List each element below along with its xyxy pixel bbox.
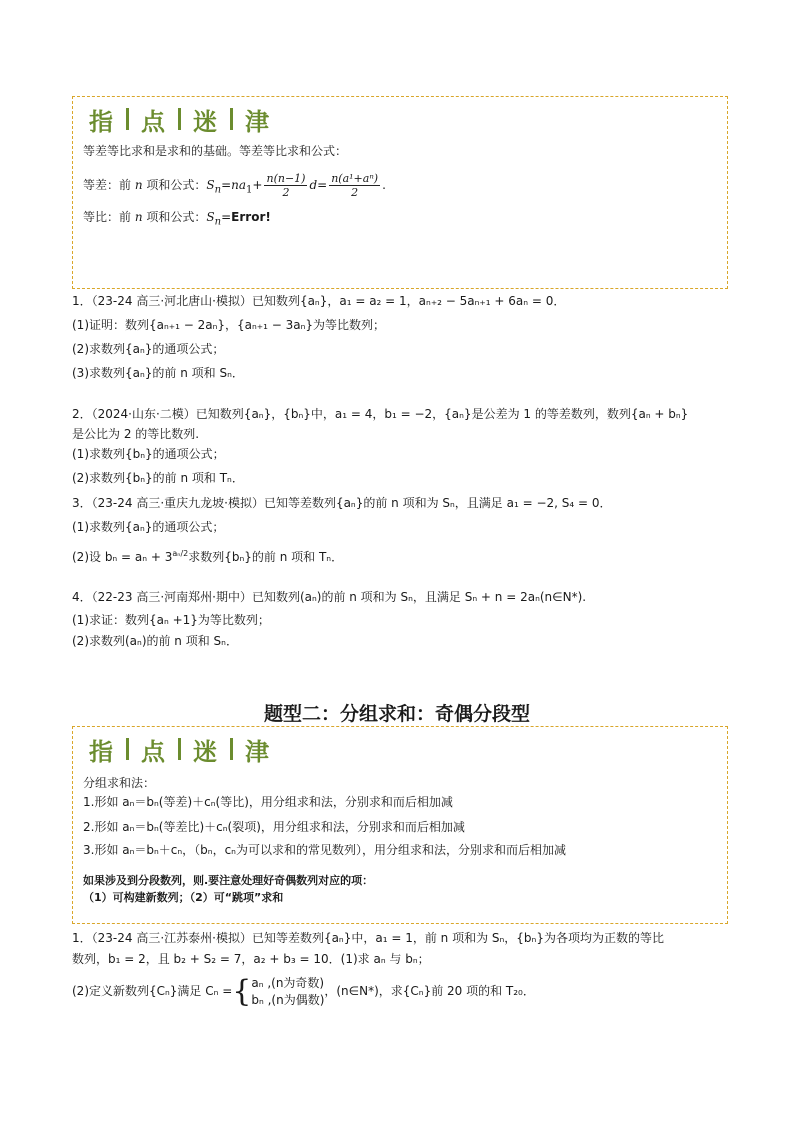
tip-char: 指 xyxy=(89,107,114,136)
tip2-rule-3: 3.形如 aₙ＝bₙ＋cₙ，（bₙ，cₙ为可以求和的常见数列），用分组求和法，分别求和而后相加减 xyxy=(83,843,566,857)
problem-1-part1: (1)证明：数列{aₙ₊₁ − 2aₙ}，{aₙ₊₁ − 3aₙ}为等比数列； xyxy=(72,318,386,332)
problem-4-part1: (1)求证：数列{aₙ +1}为等比数列； xyxy=(72,613,270,627)
question-1-stem: 1．（23-24 高三·江苏泰州·模拟）已知等差数列{aₙ}中，a₁ = 1，前 n 项和为 Sₙ，{bₙ}为各项均为正数的等比 xyxy=(72,931,664,945)
tip1-intro: 等差等比求和是求和的基础。等差等比求和公式： xyxy=(83,144,348,158)
problem-3-stem: 3．（23-24 高三·重庆九龙坡·模拟）已知等差数列{aₙ}的前 n 项和为 Sₙ，且满足 a₁ = −2, S₄ = 0． xyxy=(72,496,612,510)
problem-1-stem: 1．（23-24 高三·河北唐山·模拟）已知数列{aₙ}，a₁ = a₂ = 1，aₙ₊₂ − 5aₙ₊₁ + 6aₙ = 0． xyxy=(72,294,566,308)
tip-char: 迷 xyxy=(193,107,218,136)
question-1-part2: (2)定义新数列{Cₙ}满足 Cₙ ={ aₙ ,(n为奇数) bₙ ,(n为偶数) ，(n∈N*)，求{Cₙ}前 20 项的和 T₂₀． xyxy=(72,973,535,1009)
problem-3-part2: (2)设 $b_n = a_n + 3^{a_n/2}$求数列{bₙ}的前 n 项和 Tₙ． xyxy=(72,549,344,564)
tip2-note: 如果涉及到分段数列，则.要注意处理好奇偶数列对应的项： xyxy=(83,874,374,887)
tip-char: 指 xyxy=(89,737,114,766)
tip-title xyxy=(89,103,270,135)
tip-char: 点 xyxy=(141,107,166,136)
tip-box-2 xyxy=(72,726,728,924)
tip-char: 津 xyxy=(245,737,270,766)
tip-char: 津 xyxy=(245,107,270,136)
tip-box-1 xyxy=(72,96,728,289)
problem-2-part1: (1)求数列{bₙ}的通项公式； xyxy=(72,447,225,461)
tip-char: 迷 xyxy=(193,737,218,766)
problem-1-part2: (2)求数列{aₙ}的通项公式； xyxy=(72,342,225,356)
problem-1-part3: (3)求数列{aₙ}的前 n 项和 Sₙ． xyxy=(72,366,244,380)
problem-2-stem-cont: 是公比为 2 的等比数列. xyxy=(72,427,200,441)
tip2-rule-1: 1.形如 aₙ＝bₙ(等差)＋cₙ(等比)，用分组求和法，分别求和而后相加减 xyxy=(83,795,453,809)
problem-4-part2: (2)求数列(aₙ)的前 n 项和 Sₙ． xyxy=(72,634,238,648)
tip2-intro: 分组求和法： xyxy=(83,776,156,790)
problem-4-stem: 4．（22-23 高三·河南郑州·期中）已知数列(aₙ)的前 n 项和为 Sₙ，且满足 Sₙ + n = 2aₙ(n∈N*). xyxy=(72,590,587,604)
tip-title xyxy=(89,733,270,765)
tip-char: 点 xyxy=(141,737,166,766)
geo-formula: 等比：前 n 项和公式：$S_n=Error$! xyxy=(83,210,271,228)
tip2-note-2: （1）可构建新数列；（2）可“跳项”求和 xyxy=(83,891,284,904)
problem-3-part1: (1)求数列{aₙ}的通项公式； xyxy=(72,520,225,534)
tip2-rule-2: 2.形如 aₙ＝bₙ(等差比)＋cₙ(裂项)，用分组求和法，分别求和而后相加减 xyxy=(83,820,465,834)
problem-2-stem: 2．（2024·山东·二模）已知数列{aₙ}，{bₙ}中，a₁ = 4，b₁ = −2，{aₙ}是公差为 1 的等差数列，数列{aₙ + bₙ} xyxy=(72,407,689,421)
problem-2-part2: (2)求数列{bₙ}的前 n 项和 Tₙ． xyxy=(72,471,244,485)
arith-formula: 等差：前 n 项和公式：$S_n=na_1+$ $\frac{n(n-1)}{2}$ d= $\frac{\text{n(a¹+aⁿ)}}{2}$ . xyxy=(83,172,386,199)
section-2-title: 题型二：分组求和：奇偶分段型 xyxy=(263,703,530,725)
question-1-stem-cont: 数列，b₁ = 2，且 b₂ + S₂ = 7，a₂ + b₃ = 10．(1)求 aₙ 与 bₙ； xyxy=(72,952,430,966)
